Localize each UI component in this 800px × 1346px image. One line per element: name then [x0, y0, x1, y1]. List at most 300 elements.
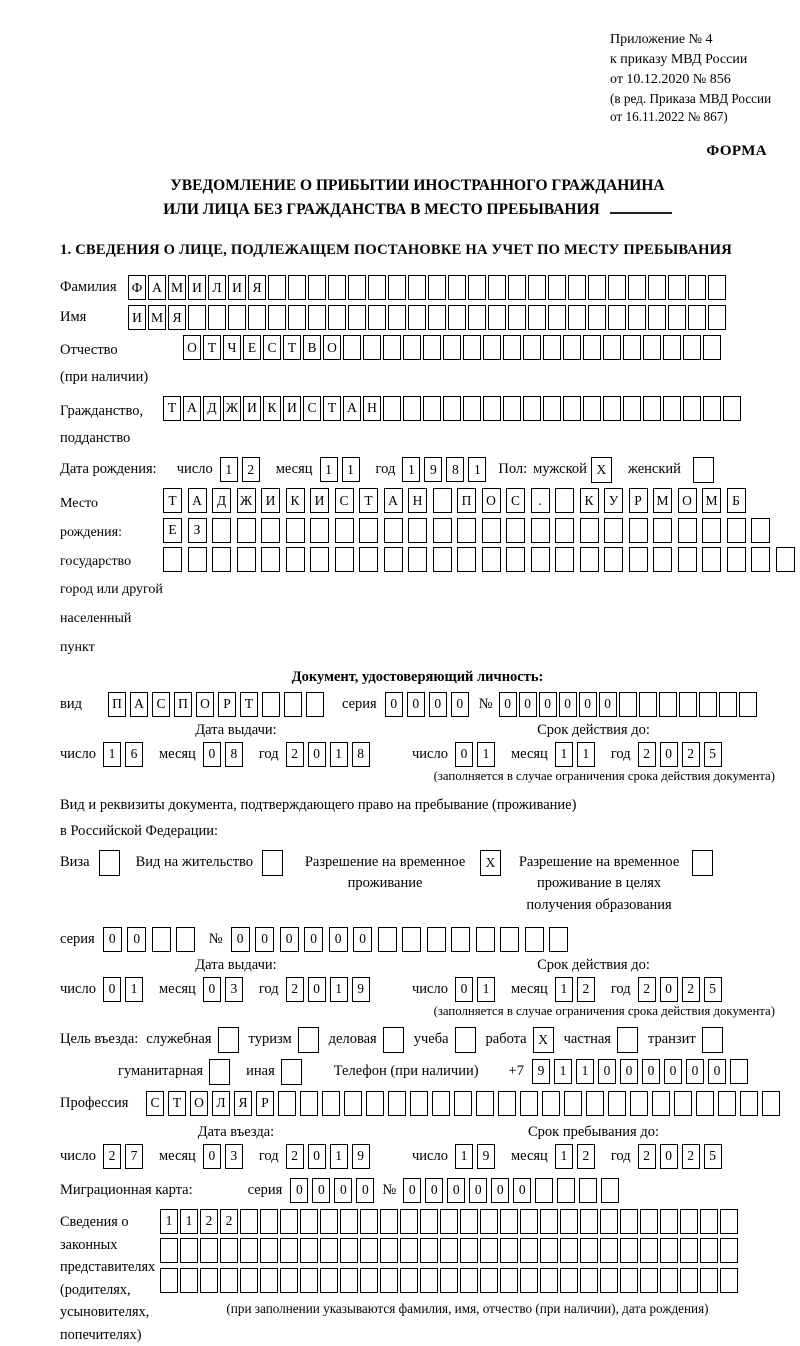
doc-issue-day	[103, 742, 147, 767]
char-cell	[702, 1027, 723, 1053]
char-cell: 0	[308, 1144, 326, 1169]
char-cell: 1	[577, 742, 595, 767]
char-cell: 2	[638, 977, 656, 1002]
permit-valid-month	[555, 977, 599, 1002]
char-cell	[408, 305, 426, 330]
char-cell: 8	[225, 742, 243, 767]
char-cell	[718, 1091, 736, 1116]
char-cell: 0	[708, 1059, 726, 1084]
permit-number-boxes	[231, 927, 574, 952]
char-cell: М	[168, 275, 186, 300]
char-cell: Т	[323, 396, 341, 421]
char-cell	[678, 547, 697, 572]
char-cell	[335, 518, 354, 543]
birthdate-group: число 1 2 месяц 1 1 год 1 9 8 1	[177, 457, 491, 482]
char-cell: 2	[682, 742, 700, 767]
char-cell	[639, 692, 657, 717]
char-cell: И	[243, 396, 261, 421]
char-cell	[730, 1059, 748, 1084]
char-cell: 0	[280, 927, 299, 952]
char-cell	[432, 1091, 450, 1116]
char-cell	[555, 518, 574, 543]
char-cell: Ч	[223, 335, 241, 360]
doc-issue-month	[203, 742, 247, 767]
representatives-row-2	[160, 1238, 775, 1263]
char-cell: О	[678, 488, 697, 513]
char-cell: 0	[334, 1178, 352, 1203]
char-cell	[300, 1268, 318, 1293]
char-cell	[588, 305, 606, 330]
char-cell	[280, 1209, 298, 1234]
char-cell	[628, 305, 646, 330]
char-cell	[240, 1268, 258, 1293]
char-cell	[482, 518, 501, 543]
char-cell: 9	[477, 1144, 495, 1169]
char-cell	[163, 547, 182, 572]
representatives-block	[60, 1209, 775, 1346]
sex-female-checkbox	[693, 457, 716, 483]
char-cell	[383, 1027, 404, 1053]
limit-note: (заполняется в случае ограничения срока действия документа)	[433, 768, 775, 783]
char-cell	[427, 927, 446, 952]
citizenship-row	[60, 396, 775, 452]
char-cell: 0	[559, 692, 577, 717]
purpose-study-checkbox	[455, 1027, 478, 1053]
char-cell	[408, 275, 426, 300]
char-cell	[660, 1209, 678, 1234]
char-cell	[360, 1238, 378, 1263]
char-cell	[480, 1238, 498, 1263]
char-cell	[237, 547, 256, 572]
char-cell	[608, 275, 626, 300]
entry-date: число 2 7 месяц 0 3 год 2 0 1 9	[60, 1144, 412, 1169]
char-cell: 5	[704, 1144, 722, 1169]
char-cell	[668, 275, 686, 300]
char-cell	[628, 275, 646, 300]
char-cell	[702, 547, 721, 572]
char-cell	[525, 927, 544, 952]
char-cell: 0	[127, 927, 146, 952]
char-cell: 8	[352, 742, 370, 767]
char-cell	[683, 335, 701, 360]
char-cell: 0	[620, 1059, 638, 1084]
char-cell	[300, 1209, 318, 1234]
temp-residence-checkbox	[480, 850, 503, 876]
char-cell: Л	[208, 275, 226, 300]
char-cell	[683, 396, 701, 421]
char-cell	[727, 547, 746, 572]
char-cell: 1	[555, 1144, 573, 1169]
char-cell	[548, 275, 566, 300]
char-cell: Т	[203, 335, 221, 360]
char-cell	[543, 396, 561, 421]
representatives-row-3	[160, 1268, 775, 1293]
char-cell	[298, 1027, 319, 1053]
char-cell: 0	[469, 1178, 487, 1203]
char-cell	[660, 1238, 678, 1263]
char-cell: X	[591, 457, 612, 483]
char-cell	[388, 305, 406, 330]
char-cell	[176, 927, 195, 952]
char-cell	[262, 692, 280, 717]
char-cell	[383, 396, 401, 421]
char-cell	[278, 1091, 296, 1116]
char-cell: 1	[477, 742, 495, 767]
profession-label: Профессия	[60, 1094, 129, 1111]
char-cell: 2	[638, 742, 656, 767]
representatives-boxes	[160, 1209, 775, 1317]
char-cell	[555, 547, 574, 572]
char-cell: Т	[168, 1091, 186, 1116]
char-cell	[208, 305, 226, 330]
char-cell	[604, 547, 623, 572]
char-cell	[368, 275, 386, 300]
char-cell	[629, 518, 648, 543]
char-cell: 1	[402, 457, 420, 482]
char-cell: 0	[513, 1178, 531, 1203]
char-cell: 0	[539, 692, 557, 717]
char-cell	[288, 275, 306, 300]
char-cell	[380, 1209, 398, 1234]
char-cell	[443, 396, 461, 421]
char-cell	[563, 335, 581, 360]
char-cell	[623, 335, 641, 360]
char-cell	[688, 275, 706, 300]
patronymic-boxes	[183, 335, 723, 360]
char-cell	[528, 305, 546, 330]
char-cell	[388, 1091, 406, 1116]
char-cell: 0	[598, 1059, 616, 1084]
char-cell	[360, 1209, 378, 1234]
char-cell	[719, 692, 737, 717]
purpose-other-checkbox	[281, 1059, 304, 1085]
doc-valid-day	[455, 742, 499, 767]
char-cell	[440, 1238, 458, 1263]
char-cell	[680, 1238, 698, 1263]
char-cell: С	[506, 488, 525, 513]
char-cell: И	[283, 396, 301, 421]
char-cell: 0	[664, 1059, 682, 1084]
char-cell: 7	[125, 1144, 143, 1169]
stay-until-date: число 1 9 месяц 1 2 год 2 0 2 5	[412, 1144, 775, 1169]
char-cell: 1	[330, 1144, 348, 1169]
char-cell	[240, 1209, 258, 1234]
char-cell	[220, 1268, 238, 1293]
char-cell	[503, 396, 521, 421]
birth-month-boxes	[320, 457, 364, 482]
char-cell: С	[303, 396, 321, 421]
char-cell	[500, 927, 519, 952]
doc-issue-date: число 1 6 месяц 0 8 год 2 0 1 8	[60, 742, 412, 767]
char-cell: 2	[220, 1209, 238, 1234]
char-cell	[460, 1238, 478, 1263]
purpose-tourism-checkbox	[298, 1027, 321, 1053]
char-cell	[720, 1209, 738, 1234]
char-cell	[440, 1268, 458, 1293]
char-cell	[388, 275, 406, 300]
char-cell: 0	[290, 1178, 308, 1203]
purpose-tourism: туризм	[249, 1027, 321, 1053]
char-cell	[560, 1209, 578, 1234]
char-cell	[212, 547, 231, 572]
doc-number-boxes	[499, 692, 759, 717]
char-cell: 0	[660, 742, 678, 767]
surname-boxes	[128, 275, 728, 300]
permit-series-boxes	[103, 927, 201, 952]
char-cell: 2	[103, 1144, 121, 1169]
char-cell	[653, 547, 672, 572]
char-cell	[160, 1268, 178, 1293]
char-cell	[520, 1238, 538, 1263]
char-cell: О	[482, 488, 501, 513]
char-cell: 5	[704, 742, 722, 767]
residence-permit-checkbox	[262, 850, 285, 876]
char-cell: 0	[491, 1178, 509, 1203]
char-cell	[360, 1268, 378, 1293]
char-cell	[680, 1268, 698, 1293]
char-cell	[708, 275, 726, 300]
char-cell	[601, 1178, 619, 1203]
char-cell: 0	[308, 742, 326, 767]
doc-series-boxes	[385, 692, 473, 717]
birth-year-boxes	[402, 457, 490, 482]
purpose-transit: транзит	[648, 1027, 725, 1053]
char-cell: М	[148, 305, 166, 330]
char-cell: М	[702, 488, 721, 513]
char-cell: А	[343, 396, 361, 421]
char-cell	[620, 1238, 638, 1263]
stay-year	[638, 1144, 726, 1169]
char-cell	[549, 927, 568, 952]
phone-boxes	[532, 1059, 752, 1084]
char-cell: 2	[200, 1209, 218, 1234]
char-cell	[368, 305, 386, 330]
char-cell	[668, 305, 686, 330]
char-cell	[480, 1268, 498, 1293]
char-cell	[580, 1238, 598, 1263]
char-cell: А	[188, 488, 207, 513]
char-cell	[720, 1268, 738, 1293]
firstname-label: Имя	[60, 309, 87, 326]
char-cell: С	[263, 335, 281, 360]
char-cell	[488, 305, 506, 330]
char-cell: 2	[286, 742, 304, 767]
char-cell	[500, 1238, 518, 1263]
doc-type-boxes	[108, 692, 328, 717]
char-cell	[448, 305, 466, 330]
form-word: ФОРМА	[706, 143, 767, 160]
char-cell	[520, 1091, 538, 1116]
char-cell: X	[480, 850, 501, 876]
char-cell: 0	[599, 692, 617, 717]
char-cell	[580, 547, 599, 572]
migration-number-label: №	[382, 1181, 397, 1198]
char-cell	[564, 1091, 582, 1116]
profession-row	[60, 1091, 775, 1116]
option-visa: Виза	[60, 850, 122, 876]
char-cell	[288, 305, 306, 330]
char-cell	[643, 335, 661, 360]
char-cell: X	[533, 1027, 554, 1053]
char-cell: 0	[455, 977, 473, 1002]
birthplace-boxes	[163, 488, 800, 577]
char-cell	[480, 1209, 498, 1234]
char-cell	[568, 305, 586, 330]
char-cell	[693, 457, 714, 483]
char-cell: П	[457, 488, 476, 513]
char-cell	[588, 275, 606, 300]
char-cell	[703, 335, 721, 360]
char-cell	[500, 1209, 518, 1234]
char-cell	[308, 275, 326, 300]
char-cell: И	[261, 488, 280, 513]
char-cell	[557, 1178, 575, 1203]
char-cell: Ф	[128, 275, 146, 300]
option-temp-residence: Разрешение на временное проживание X	[299, 850, 503, 896]
doc-type-label: вид	[60, 695, 82, 712]
char-cell: Ж	[237, 488, 256, 513]
char-cell: И	[310, 488, 329, 513]
char-cell: К	[580, 488, 599, 513]
char-cell: О	[196, 692, 214, 717]
char-cell	[248, 305, 266, 330]
sex-female-label: женский	[627, 461, 681, 478]
entry-day	[103, 1144, 147, 1169]
doc-valid-year	[638, 742, 726, 767]
char-cell	[568, 275, 586, 300]
char-cell	[433, 518, 452, 543]
char-cell	[284, 692, 302, 717]
char-cell: 0	[447, 1178, 465, 1203]
char-cell	[531, 518, 550, 543]
char-cell: 0	[385, 692, 403, 717]
char-cell	[260, 1268, 278, 1293]
char-cell	[400, 1238, 418, 1263]
limit-note: (заполняется в случае ограничения срока действия документа)	[433, 1003, 775, 1018]
purpose-label: Цель въезда:	[60, 1030, 139, 1047]
permit-valid-year	[638, 977, 726, 1002]
char-cell: 2	[638, 1144, 656, 1169]
char-cell	[310, 547, 329, 572]
surname-label: Фамилия	[60, 279, 117, 296]
identity-doc-heading: Документ, удостоверяющий личность:	[291, 668, 544, 685]
reference-block	[610, 30, 775, 127]
char-cell: 0	[203, 1144, 221, 1169]
char-cell	[160, 1238, 178, 1263]
firstname-boxes	[128, 305, 728, 330]
char-cell: П	[108, 692, 126, 717]
char-cell	[640, 1238, 658, 1263]
birthplace-row	[60, 488, 775, 662]
stay-day	[455, 1144, 499, 1169]
char-cell: 1	[220, 457, 238, 482]
migration-number-boxes	[403, 1178, 623, 1203]
char-cell	[580, 1209, 598, 1234]
migration-series-label: серия	[247, 1181, 283, 1198]
doc-valid-month	[555, 742, 599, 767]
char-cell: 0	[455, 742, 473, 767]
char-cell: Д	[212, 488, 231, 513]
char-cell	[281, 1059, 302, 1085]
char-cell	[720, 1238, 738, 1263]
char-cell: А	[183, 396, 201, 421]
sex-male-label: мужской	[533, 461, 587, 478]
patronymic-label: Отчество (при наличии)	[60, 342, 149, 385]
char-cell	[663, 396, 681, 421]
char-cell	[482, 547, 501, 572]
char-cell	[476, 1091, 494, 1116]
char-cell	[535, 1178, 553, 1203]
char-cell	[403, 335, 421, 360]
char-cell: 0	[255, 927, 274, 952]
title-blank-line	[610, 212, 672, 214]
char-cell: 0	[407, 692, 425, 717]
firstname-row	[60, 305, 775, 330]
migration-series-boxes	[290, 1178, 378, 1203]
char-cell	[540, 1238, 558, 1263]
purpose-row-1	[60, 1027, 775, 1053]
section1-heading: 1. СВЕДЕНИЯ О ЛИЦЕ, ПОДЛЕЖАЩЕМ ПОСТАНОВКЕ НА УЧЕТ ПО МЕСТУ ПРЕБЫВАНИЯ	[60, 242, 732, 259]
char-cell: 3	[225, 1144, 243, 1169]
char-cell	[440, 1209, 458, 1234]
char-cell: 0	[231, 927, 250, 952]
char-cell	[700, 1209, 718, 1234]
citizenship-boxes	[163, 396, 743, 421]
char-cell: И	[228, 275, 246, 300]
char-cell	[340, 1209, 358, 1234]
sex-male-checkbox	[591, 457, 614, 483]
char-cell	[619, 692, 637, 717]
char-cell	[380, 1238, 398, 1263]
char-cell	[648, 275, 666, 300]
char-cell: 9	[352, 977, 370, 1002]
char-cell: 1	[160, 1209, 178, 1234]
char-cell	[523, 335, 541, 360]
birthplace-row-3	[163, 547, 800, 572]
char-cell: С	[152, 692, 170, 717]
char-cell	[340, 1268, 358, 1293]
char-cell	[423, 335, 441, 360]
char-cell	[260, 1209, 278, 1234]
char-cell	[506, 547, 525, 572]
char-cell: 9	[424, 457, 442, 482]
purpose-humanitarian-checkbox	[209, 1059, 232, 1085]
char-cell: 0	[429, 692, 447, 717]
char-cell: 2	[682, 1144, 700, 1169]
char-cell: Т	[163, 396, 181, 421]
char-cell	[531, 547, 550, 572]
char-cell	[348, 275, 366, 300]
char-cell	[608, 305, 626, 330]
char-cell: Я	[248, 275, 266, 300]
char-cell	[603, 396, 621, 421]
char-cell	[457, 547, 476, 572]
char-cell	[286, 518, 305, 543]
char-cell	[366, 1091, 384, 1116]
birthplace-row-1	[163, 488, 800, 513]
char-cell: С	[335, 488, 354, 513]
char-cell: У	[604, 488, 623, 513]
char-cell: 8	[446, 457, 464, 482]
char-cell	[433, 488, 452, 513]
char-cell	[543, 335, 561, 360]
entry-stay-dates	[60, 1124, 775, 1169]
char-cell	[548, 305, 566, 330]
char-cell	[586, 1091, 604, 1116]
char-cell	[262, 850, 283, 876]
doc-series-label: серия	[342, 695, 377, 712]
char-cell	[260, 1238, 278, 1263]
